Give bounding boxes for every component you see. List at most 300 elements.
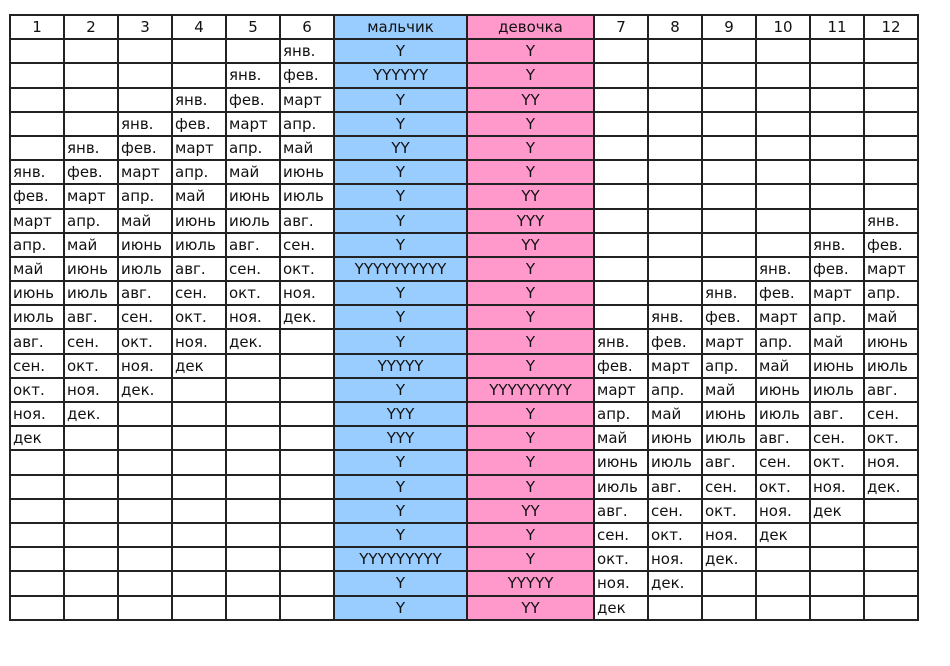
month-cell: сен. xyxy=(864,402,918,426)
girl-cell: Y xyxy=(467,450,594,474)
column-header-6: 6 xyxy=(280,15,334,39)
month-cell: дек xyxy=(172,354,226,378)
month-cell: июнь xyxy=(226,184,280,208)
month-cell: дек xyxy=(594,596,648,620)
month-cell xyxy=(864,88,918,112)
month-cell xyxy=(172,547,226,571)
month-cell xyxy=(280,402,334,426)
month-cell xyxy=(280,571,334,595)
month-cell xyxy=(280,354,334,378)
month-cell: янв. xyxy=(594,329,648,353)
month-cell: май xyxy=(64,233,118,257)
month-cell: сен. xyxy=(648,499,702,523)
month-cell xyxy=(648,39,702,63)
month-cell xyxy=(648,209,702,233)
month-cell xyxy=(756,547,810,571)
month-cell: авг. xyxy=(280,209,334,233)
table-row xyxy=(10,354,918,378)
month-cell: сен. xyxy=(10,354,64,378)
girl-cell: YY xyxy=(467,233,594,257)
boy-cell: Y xyxy=(334,305,467,329)
table-row xyxy=(10,281,918,305)
month-cell xyxy=(594,136,648,160)
month-cell: май xyxy=(226,160,280,184)
month-cell xyxy=(864,547,918,571)
month-cell xyxy=(226,499,280,523)
month-cell xyxy=(594,184,648,208)
month-cell: дек. xyxy=(648,571,702,595)
month-cell: окт. xyxy=(756,475,810,499)
month-cell xyxy=(702,596,756,620)
table-row xyxy=(10,305,918,329)
month-cell xyxy=(118,63,172,87)
month-cell xyxy=(118,596,172,620)
month-cell: окт. xyxy=(10,378,64,402)
month-cell: апр. xyxy=(702,354,756,378)
month-cell: авг. xyxy=(64,305,118,329)
month-cell xyxy=(756,209,810,233)
month-cell xyxy=(10,571,64,595)
month-cell xyxy=(118,571,172,595)
month-cell: апр. xyxy=(118,184,172,208)
month-cell: июнь xyxy=(64,257,118,281)
month-cell xyxy=(756,233,810,257)
month-cell xyxy=(756,160,810,184)
month-cell xyxy=(648,257,702,281)
month-cell: дек xyxy=(10,426,64,450)
month-cell xyxy=(172,523,226,547)
month-cell: сен. xyxy=(756,450,810,474)
month-cell xyxy=(810,571,864,595)
girl-cell: YYYYYYYYY xyxy=(467,378,594,402)
month-cell xyxy=(864,39,918,63)
table-row xyxy=(10,547,918,571)
month-cell xyxy=(64,475,118,499)
month-cell: ноя. xyxy=(118,354,172,378)
month-cell: окт. xyxy=(226,281,280,305)
month-cell xyxy=(226,547,280,571)
month-cell xyxy=(64,523,118,547)
month-cell xyxy=(226,378,280,402)
month-cell: окт. xyxy=(810,450,864,474)
month-cell: июль xyxy=(226,209,280,233)
month-cell xyxy=(810,523,864,547)
month-cell: авг. xyxy=(864,378,918,402)
month-cell: май xyxy=(648,402,702,426)
boy-cell: Y xyxy=(334,209,467,233)
month-cell: ноя. xyxy=(756,499,810,523)
month-cell: окт. xyxy=(648,523,702,547)
boy-cell: Y xyxy=(334,571,467,595)
month-cell: апр. xyxy=(172,160,226,184)
girl-cell: Y xyxy=(467,136,594,160)
girl-cell: YYYYY xyxy=(467,571,594,595)
month-cell: авг. xyxy=(702,450,756,474)
month-cell xyxy=(10,88,64,112)
month-cell xyxy=(226,354,280,378)
month-cell xyxy=(64,450,118,474)
column-header-7: 7 xyxy=(594,15,648,39)
column-header-2: 2 xyxy=(64,15,118,39)
month-cell xyxy=(172,39,226,63)
column-header-8: 8 xyxy=(648,15,702,39)
month-cell: май xyxy=(172,184,226,208)
month-cell: июль xyxy=(756,402,810,426)
month-cell: авг. xyxy=(594,499,648,523)
table-row xyxy=(10,596,918,620)
month-cell xyxy=(756,88,810,112)
month-cell: март xyxy=(172,136,226,160)
month-cell: июнь xyxy=(756,378,810,402)
month-cell: март xyxy=(810,281,864,305)
girl-cell: Y xyxy=(467,329,594,353)
month-cell xyxy=(280,523,334,547)
month-cell: март xyxy=(10,209,64,233)
month-cell: фев. xyxy=(702,305,756,329)
month-cell xyxy=(172,426,226,450)
month-cell: дек. xyxy=(702,547,756,571)
month-cell: апр. xyxy=(280,112,334,136)
month-cell: май xyxy=(864,305,918,329)
column-header-5: 5 xyxy=(226,15,280,39)
month-cell: фев. xyxy=(864,233,918,257)
month-cell xyxy=(118,523,172,547)
month-cell: янв. xyxy=(280,39,334,63)
month-cell xyxy=(172,63,226,87)
month-cell xyxy=(810,160,864,184)
month-cell: июнь xyxy=(810,354,864,378)
month-cell: авг. xyxy=(226,233,280,257)
month-cell xyxy=(702,88,756,112)
month-cell: март xyxy=(864,257,918,281)
boy-cell: Y xyxy=(334,281,467,305)
column-header-12: 12 xyxy=(864,15,918,39)
month-cell: янв. xyxy=(172,88,226,112)
month-cell xyxy=(594,209,648,233)
girl-cell: YYY xyxy=(467,209,594,233)
month-cell xyxy=(280,329,334,353)
month-cell: июнь xyxy=(118,233,172,257)
month-cell: янв. xyxy=(648,305,702,329)
month-cell xyxy=(10,596,64,620)
month-cell: ноя. xyxy=(864,450,918,474)
month-cell: фев. xyxy=(648,329,702,353)
girl-cell: Y xyxy=(467,354,594,378)
month-cell: фев. xyxy=(10,184,64,208)
month-cell xyxy=(226,39,280,63)
table-row xyxy=(10,233,918,257)
month-cell xyxy=(118,450,172,474)
column-header-10: 10 xyxy=(756,15,810,39)
month-cell xyxy=(648,88,702,112)
header-boy: мальчик xyxy=(334,15,467,39)
boy-cell: YYYYYY xyxy=(334,63,467,87)
month-cell xyxy=(864,184,918,208)
table-row xyxy=(10,160,918,184)
month-cell: апр. xyxy=(10,233,64,257)
month-cell: сен. xyxy=(280,233,334,257)
girl-cell: Y xyxy=(467,39,594,63)
month-cell xyxy=(64,426,118,450)
column-header-3: 3 xyxy=(118,15,172,39)
month-cell: дек xyxy=(756,523,810,547)
month-cell: июнь xyxy=(280,160,334,184)
month-cell: ноя. xyxy=(648,547,702,571)
month-cell xyxy=(10,39,64,63)
month-cell xyxy=(810,88,864,112)
month-cell: март xyxy=(594,378,648,402)
month-cell: ноя. xyxy=(172,329,226,353)
month-cell xyxy=(702,160,756,184)
month-cell: дек xyxy=(810,499,864,523)
month-cell: окт. xyxy=(172,305,226,329)
month-cell xyxy=(756,571,810,595)
month-cell: ноя. xyxy=(10,402,64,426)
month-cell: июль xyxy=(702,426,756,450)
month-cell xyxy=(64,63,118,87)
girl-cell: Y xyxy=(467,305,594,329)
month-cell xyxy=(594,39,648,63)
month-cell xyxy=(172,499,226,523)
conception-calendar-table-wrapper xyxy=(9,14,919,621)
month-cell xyxy=(172,450,226,474)
month-cell xyxy=(810,209,864,233)
table-row xyxy=(10,88,918,112)
boy-cell: Y xyxy=(334,88,467,112)
month-cell xyxy=(172,571,226,595)
month-cell: июль xyxy=(280,184,334,208)
girl-cell: YY xyxy=(467,184,594,208)
month-cell xyxy=(702,112,756,136)
month-cell xyxy=(864,136,918,160)
month-cell: май xyxy=(118,209,172,233)
month-cell: янв. xyxy=(810,233,864,257)
month-cell xyxy=(594,257,648,281)
month-cell xyxy=(594,88,648,112)
month-cell xyxy=(702,233,756,257)
month-cell xyxy=(226,402,280,426)
boy-cell: YY xyxy=(334,136,467,160)
month-cell: апр. xyxy=(226,136,280,160)
month-cell: июнь xyxy=(864,329,918,353)
girl-cell: Y xyxy=(467,257,594,281)
month-cell: июль xyxy=(172,233,226,257)
month-cell xyxy=(64,547,118,571)
month-cell: июнь xyxy=(10,281,64,305)
boy-cell: Y xyxy=(334,329,467,353)
month-cell: авг. xyxy=(10,329,64,353)
month-cell: май xyxy=(594,426,648,450)
boy-cell: YYY xyxy=(334,402,467,426)
month-cell xyxy=(172,402,226,426)
month-cell xyxy=(594,305,648,329)
month-cell: июль xyxy=(864,354,918,378)
month-cell: дек. xyxy=(118,378,172,402)
boy-cell: YYYYY xyxy=(334,354,467,378)
month-cell xyxy=(648,63,702,87)
month-cell: фев. xyxy=(594,354,648,378)
month-cell: март xyxy=(756,305,810,329)
column-header-9: 9 xyxy=(702,15,756,39)
table-row xyxy=(10,378,918,402)
conception-calendar-table xyxy=(9,14,919,621)
month-cell: ноя. xyxy=(810,475,864,499)
girl-cell: Y xyxy=(467,112,594,136)
girl-cell: YY xyxy=(467,596,594,620)
month-cell: дек. xyxy=(226,329,280,353)
month-cell xyxy=(648,233,702,257)
boy-cell: Y xyxy=(334,184,467,208)
month-cell: окт. xyxy=(280,257,334,281)
month-cell: фев. xyxy=(118,136,172,160)
month-cell xyxy=(594,281,648,305)
month-cell: ноя. xyxy=(280,281,334,305)
month-cell xyxy=(594,160,648,184)
month-cell: июнь xyxy=(648,426,702,450)
boy-cell: YYYYYYYYYY xyxy=(334,257,467,281)
month-cell: авг. xyxy=(172,257,226,281)
month-cell: янв. xyxy=(756,257,810,281)
month-cell xyxy=(756,112,810,136)
month-cell: сен. xyxy=(64,329,118,353)
month-cell: окт. xyxy=(64,354,118,378)
month-cell xyxy=(702,63,756,87)
boy-cell: Y xyxy=(334,450,467,474)
month-cell xyxy=(118,426,172,450)
month-cell xyxy=(648,281,702,305)
month-cell: сен. xyxy=(172,281,226,305)
boy-cell: Y xyxy=(334,499,467,523)
month-cell xyxy=(64,499,118,523)
month-cell: янв. xyxy=(118,112,172,136)
month-cell xyxy=(280,547,334,571)
month-cell xyxy=(702,136,756,160)
girl-cell: Y xyxy=(467,281,594,305)
month-cell xyxy=(172,596,226,620)
month-cell: март xyxy=(64,184,118,208)
month-cell xyxy=(118,499,172,523)
month-cell: сен. xyxy=(702,475,756,499)
month-cell xyxy=(10,475,64,499)
month-cell: янв. xyxy=(64,136,118,160)
month-cell xyxy=(810,596,864,620)
month-cell: апр. xyxy=(648,378,702,402)
month-cell xyxy=(864,112,918,136)
month-cell: сен. xyxy=(810,426,864,450)
month-cell xyxy=(810,136,864,160)
month-cell: авг. xyxy=(756,426,810,450)
month-cell xyxy=(172,378,226,402)
month-cell xyxy=(810,63,864,87)
girl-cell: YY xyxy=(467,88,594,112)
column-header-1: 1 xyxy=(10,15,64,39)
boy-cell: Y xyxy=(334,475,467,499)
month-cell xyxy=(226,450,280,474)
month-cell: июль xyxy=(64,281,118,305)
month-cell xyxy=(702,209,756,233)
month-cell xyxy=(64,112,118,136)
month-cell xyxy=(864,499,918,523)
month-cell xyxy=(810,112,864,136)
column-header-11: 11 xyxy=(810,15,864,39)
month-cell: май xyxy=(10,257,64,281)
girl-cell: Y xyxy=(467,63,594,87)
table-row xyxy=(10,499,918,523)
month-cell xyxy=(118,402,172,426)
month-cell xyxy=(702,571,756,595)
table-row xyxy=(10,112,918,136)
month-cell xyxy=(810,39,864,63)
month-cell: апр. xyxy=(864,281,918,305)
month-cell: апр. xyxy=(594,402,648,426)
table-row xyxy=(10,136,918,160)
month-cell: июль xyxy=(648,450,702,474)
month-cell xyxy=(756,596,810,620)
month-cell xyxy=(594,112,648,136)
month-cell xyxy=(64,39,118,63)
table-row xyxy=(10,426,918,450)
table-row xyxy=(10,450,918,474)
month-cell: май xyxy=(702,378,756,402)
month-cell xyxy=(810,184,864,208)
month-cell: ноя. xyxy=(702,523,756,547)
month-cell: март xyxy=(226,112,280,136)
month-cell: дек. xyxy=(280,305,334,329)
month-cell xyxy=(118,88,172,112)
month-cell xyxy=(864,63,918,87)
girl-cell: Y xyxy=(467,426,594,450)
month-cell xyxy=(10,523,64,547)
month-cell xyxy=(118,475,172,499)
boy-cell: Y xyxy=(334,233,467,257)
month-cell: сен. xyxy=(226,257,280,281)
month-cell xyxy=(648,112,702,136)
month-cell: май xyxy=(756,354,810,378)
boy-cell: Y xyxy=(334,596,467,620)
month-cell: сен. xyxy=(118,305,172,329)
month-cell: фев. xyxy=(756,281,810,305)
month-cell xyxy=(864,571,918,595)
month-cell: апр. xyxy=(756,329,810,353)
boy-cell: Y xyxy=(334,39,467,63)
month-cell: июнь xyxy=(172,209,226,233)
month-cell: фев. xyxy=(810,257,864,281)
month-cell: сен. xyxy=(594,523,648,547)
month-cell xyxy=(702,184,756,208)
table-row xyxy=(10,209,918,233)
month-cell xyxy=(594,63,648,87)
month-cell: март xyxy=(648,354,702,378)
month-cell xyxy=(280,450,334,474)
month-cell: июль xyxy=(594,475,648,499)
month-cell: окт. xyxy=(118,329,172,353)
month-cell xyxy=(864,596,918,620)
boy-cell: Y xyxy=(334,160,467,184)
month-cell xyxy=(756,39,810,63)
month-cell xyxy=(810,547,864,571)
month-cell xyxy=(864,160,918,184)
table-row xyxy=(10,475,918,499)
month-cell: окт. xyxy=(864,426,918,450)
girl-cell: Y xyxy=(467,402,594,426)
table-row xyxy=(10,571,918,595)
month-cell xyxy=(280,426,334,450)
table-body xyxy=(10,39,918,620)
month-cell: янв. xyxy=(226,63,280,87)
month-cell: фев. xyxy=(280,63,334,87)
table-row xyxy=(10,523,918,547)
month-cell: май xyxy=(810,329,864,353)
